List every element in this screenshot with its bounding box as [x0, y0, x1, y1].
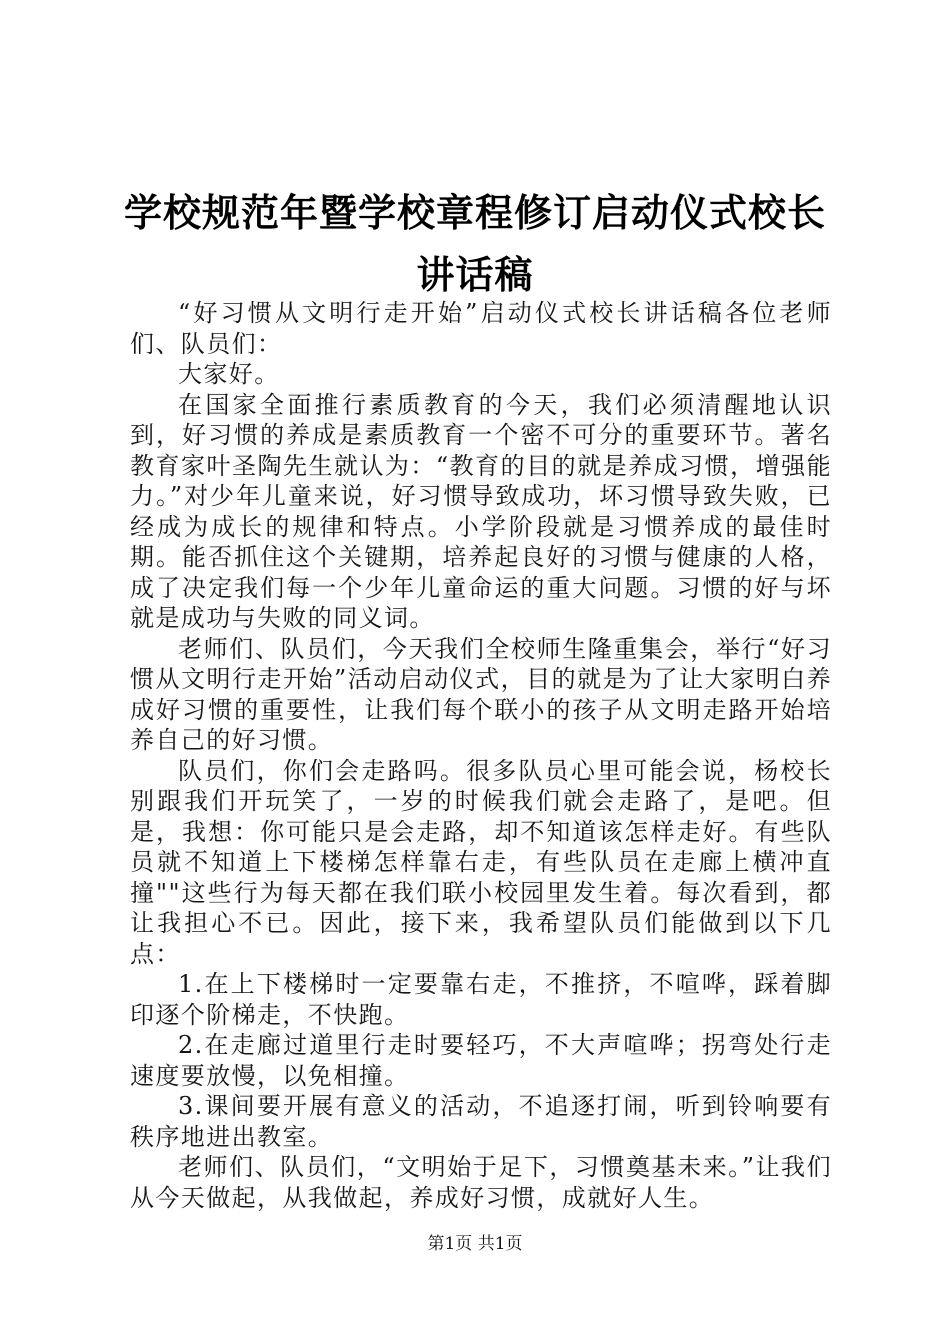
list-item-stairs: 1.在上下楼梯时一定要靠右走，不推挤，不喧哗，踩着脚印逐个阶梯走，不快跑。 [130, 970, 832, 1029]
paragraph-hello: 大家好。 [178, 360, 280, 388]
paragraph-importance: 在国家全面推行素质教育的今天，我们必须清醒地认识到，好习惯的养成是素质教育一个密不可分的重要环节。著名教育家叶圣陶先生就认为：“教育的目的就是养成习惯，增强能力。”对少年儿童来说，好习惯导致成功，坏习惯导致失败，已经成为成长的规律和特点。小学阶段就是习惯养成的最佳时期。能否抓住这个关键期，培养起良好的习惯与健康的人格，成了决定我们每一个少年儿童命运的重大问题。习惯的好与坏就是成功与失败的同义词。 [130, 390, 832, 632]
title-block [110, 182, 840, 306]
list-item-break: 3.课间要开展有意义的活动，不追逐打闹，听到铃响要有秩序地进出教室。 [130, 1092, 832, 1151]
page-number: 第1页 共1页 [427, 1234, 523, 1254]
list-item-corridor: 2.在走廊过道里行走时要轻巧，不大声喧哗；拐弯处行走速度要放慢，以免相撞。 [130, 1031, 832, 1090]
document-title: 学校规范年暨学校章程修订启动仪式校长讲话稿 [123, 190, 826, 297]
paragraph-closing: 老师们、队员们，“文明始于足下，习惯奠基未来。”让我们从今天做起，从我做起，养成好习惯，成就好人生。 [130, 1153, 832, 1212]
document-body [130, 298, 832, 1213]
paragraph-ceremony: 老师们、队员们，今天我们全校师生隆重集会，举行“好习惯从文明行走开始”活动启动仪式，目的就是为了让大家明白养成好习惯的重要性，让我们每个联小的孩子从文明走路开始培养自己的好习惯。 [130, 634, 832, 754]
paragraph-greeting: “好习惯从文明行走开始”启动仪式校长讲话稿各位老师们、队员们： [130, 299, 832, 358]
paragraph-walking: 队员们，你们会走路吗。很多队员心里可能会说，杨校长别跟我们开玩笑了，一岁的时候我们就会走路了，是吧。但是，我想：你可能只是会走路，却不知道该怎样走好。有些队员就不知道上下楼梯怎样靠右走，有些队员在走廊上横冲直撞""这些行为每天都在我们联小校园里发生着。每次看到，都让我担心不已。因此，接下来，我希望队员们能做到以下几点： [130, 756, 832, 968]
